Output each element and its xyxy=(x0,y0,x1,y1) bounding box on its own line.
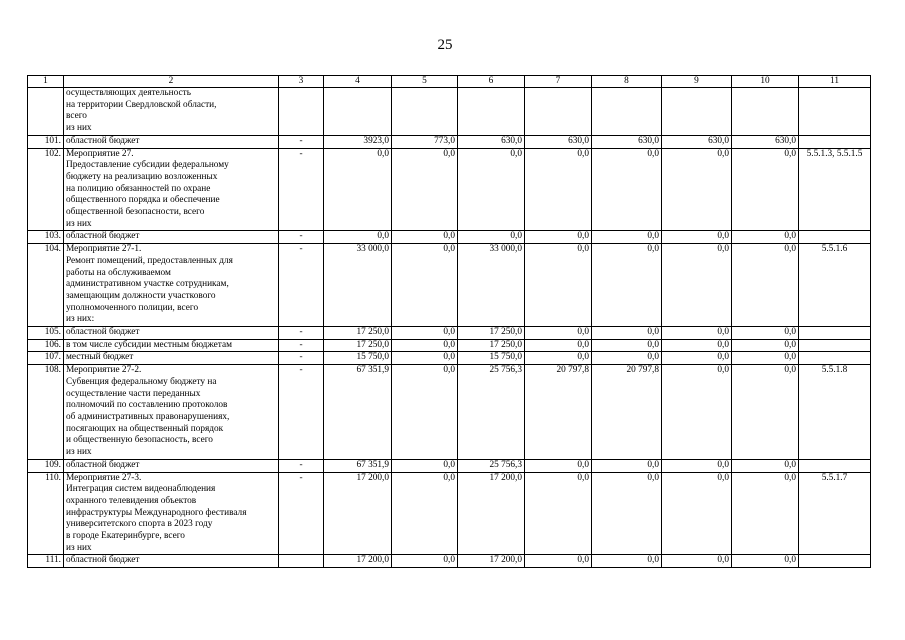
row-value: 17 200,0 xyxy=(458,555,525,568)
row-value xyxy=(324,88,392,136)
description-line: из них xyxy=(66,123,92,134)
row-value: 17 200,0 xyxy=(324,472,392,555)
description-line: Ремонт помещений, предоставленных для xyxy=(66,255,233,266)
row-number: 104. xyxy=(28,244,64,327)
row-value: 25 756,3 xyxy=(458,365,525,460)
table-row xyxy=(28,365,871,460)
description-line: областной бюджет xyxy=(66,231,140,242)
description-line: полномочий по составлению протоколов xyxy=(66,400,228,411)
table-row xyxy=(28,352,871,365)
row-value: 0,0 xyxy=(732,352,799,365)
row-value: 67 351,9 xyxy=(324,459,392,472)
row-value: 630,0 xyxy=(732,135,799,148)
table-row xyxy=(28,339,871,352)
row-value: 0,0 xyxy=(592,148,662,231)
description-line: всего xyxy=(66,111,87,122)
row-value: 0,0 xyxy=(732,339,799,352)
description-line: общественного порядка и обеспечение xyxy=(66,195,220,206)
budget-table xyxy=(27,75,871,568)
column-header: 10 xyxy=(732,76,799,88)
row-value: 0,0 xyxy=(392,148,458,231)
row-value: 0,0 xyxy=(392,365,458,460)
description-line: замещающим должности участкового xyxy=(66,290,216,301)
description-line: Мероприятие 27-1. xyxy=(66,244,142,255)
row-value: 630,0 xyxy=(592,135,662,148)
row-reference xyxy=(799,88,871,136)
row-value xyxy=(458,88,525,136)
row-value: 17 250,0 xyxy=(458,339,525,352)
row-value: 0,0 xyxy=(525,327,592,340)
row-value: 0,0 xyxy=(392,555,458,568)
row-value: 0,0 xyxy=(662,459,732,472)
row-description xyxy=(64,327,279,340)
row-value: 17 200,0 xyxy=(458,472,525,555)
row-value: 0,0 xyxy=(662,555,732,568)
description-line: посягающих на общественный порядок xyxy=(66,423,224,434)
row-value: 0,0 xyxy=(392,459,458,472)
row-value: 15 750,0 xyxy=(324,352,392,365)
row-value: 0,0 xyxy=(592,472,662,555)
row-reference xyxy=(799,555,871,568)
table-row xyxy=(28,472,871,555)
row-value: 0,0 xyxy=(525,472,592,555)
description-line: областной бюджет xyxy=(66,135,140,146)
row-description xyxy=(64,231,279,244)
row-reference: 5.5.1.7 xyxy=(799,472,871,555)
row-value: 0,0 xyxy=(592,352,662,365)
row-col3: - xyxy=(279,472,324,555)
row-reference xyxy=(799,327,871,340)
row-value: 0,0 xyxy=(392,352,458,365)
column-header: 2 xyxy=(64,76,279,88)
row-col3 xyxy=(279,555,324,568)
row-col3: - xyxy=(279,339,324,352)
row-value xyxy=(525,88,592,136)
row-col3: - xyxy=(279,352,324,365)
row-number xyxy=(28,88,64,136)
column-header: 5 xyxy=(392,76,458,88)
column-header: 6 xyxy=(458,76,525,88)
row-value: 0,0 xyxy=(592,339,662,352)
row-description xyxy=(64,244,279,327)
row-value: 0,0 xyxy=(732,365,799,460)
row-description xyxy=(64,148,279,231)
description-line: в городе Екатеринбурге, всего xyxy=(66,531,185,542)
row-reference: 5.5.1.8 xyxy=(799,365,871,460)
description-line: общественной безопасности, всего xyxy=(66,207,205,218)
column-header: 8 xyxy=(592,76,662,88)
description-line: областной бюджет xyxy=(66,459,140,470)
description-line: Субвенция федеральному бюджету на xyxy=(66,376,217,387)
description-line: работы на обслуживаемом xyxy=(66,267,171,278)
row-reference xyxy=(799,231,871,244)
description-line: на полицию обязанностей по охране xyxy=(66,183,211,194)
row-col3: - xyxy=(279,459,324,472)
column-header: 3 xyxy=(279,76,324,88)
row-number: 106. xyxy=(28,339,64,352)
row-value: 17 250,0 xyxy=(324,339,392,352)
row-value: 20 797,8 xyxy=(592,365,662,460)
row-value: 0,0 xyxy=(592,231,662,244)
row-number: 102. xyxy=(28,148,64,231)
row-number: 101. xyxy=(28,135,64,148)
description-line: местный бюджет xyxy=(66,352,134,363)
row-number: 111. xyxy=(28,555,64,568)
row-value: 0,0 xyxy=(662,148,732,231)
description-line: из них xyxy=(66,447,92,458)
row-value xyxy=(662,88,732,136)
row-value: 33 000,0 xyxy=(458,244,525,327)
table-row xyxy=(28,231,871,244)
row-value: 0,0 xyxy=(662,244,732,327)
row-value: 0,0 xyxy=(392,472,458,555)
description-line: осуществляющих деятельность xyxy=(66,88,191,98)
row-value: 0,0 xyxy=(662,339,732,352)
row-value: 0,0 xyxy=(662,327,732,340)
table-row xyxy=(28,459,871,472)
row-reference: 5.5.1.3, 5.5.1.5 xyxy=(799,148,871,231)
row-value: 0,0 xyxy=(732,148,799,231)
table-row xyxy=(28,555,871,568)
row-value: 630,0 xyxy=(458,135,525,148)
row-col3: - xyxy=(279,231,324,244)
description-line: Мероприятие 27-3. xyxy=(66,472,142,483)
row-number: 110. xyxy=(28,472,64,555)
table-row xyxy=(28,135,871,148)
row-number: 103. xyxy=(28,231,64,244)
column-header: 7 xyxy=(525,76,592,88)
row-description xyxy=(64,365,279,460)
table-body xyxy=(28,88,871,568)
row-description xyxy=(64,135,279,148)
row-value: 0,0 xyxy=(392,327,458,340)
row-value: 0,0 xyxy=(458,231,525,244)
table-row xyxy=(28,88,871,136)
description-line: и общественную безопасность, всего xyxy=(66,435,213,446)
description-line: осуществление части переданных xyxy=(66,388,201,399)
description-line: Предоставление субсидии федеральному xyxy=(66,160,229,171)
description-line: областной бюджет xyxy=(66,555,140,566)
row-description xyxy=(64,352,279,365)
row-value: 0,0 xyxy=(592,555,662,568)
description-line: об административных правонарушениях, xyxy=(66,411,230,422)
description-line: на территории Свердловской области, xyxy=(66,99,217,110)
row-value: 0,0 xyxy=(392,339,458,352)
row-value: 0,0 xyxy=(662,365,732,460)
row-value: 0,0 xyxy=(732,231,799,244)
row-value xyxy=(392,88,458,136)
row-number: 108. xyxy=(28,365,64,460)
row-value: 0,0 xyxy=(458,148,525,231)
row-value: 3923,0 xyxy=(324,135,392,148)
column-header: 11 xyxy=(799,76,871,88)
row-number: 105. xyxy=(28,327,64,340)
table-row xyxy=(28,244,871,327)
row-value: 0,0 xyxy=(732,244,799,327)
row-col3: - xyxy=(279,148,324,231)
row-value: 20 797,8 xyxy=(525,365,592,460)
row-value: 0,0 xyxy=(662,472,732,555)
row-value: 0,0 xyxy=(732,472,799,555)
row-value: 630,0 xyxy=(525,135,592,148)
description-line: из них: xyxy=(66,314,95,325)
row-value: 17 250,0 xyxy=(324,327,392,340)
row-value: 0,0 xyxy=(592,244,662,327)
row-value: 0,0 xyxy=(592,459,662,472)
row-value: 0,0 xyxy=(662,352,732,365)
table-row xyxy=(28,327,871,340)
row-reference xyxy=(799,459,871,472)
row-value: 0,0 xyxy=(525,352,592,365)
row-value: 0,0 xyxy=(525,459,592,472)
row-value: 0,0 xyxy=(525,555,592,568)
description-line: инфраструктуры Международного фестиваля xyxy=(66,507,247,518)
row-value xyxy=(592,88,662,136)
row-description xyxy=(64,339,279,352)
row-reference xyxy=(799,339,871,352)
description-line: Мероприятие 27. xyxy=(66,148,134,159)
row-value: 0,0 xyxy=(324,148,392,231)
description-line: бюджету на реализацию возложенных xyxy=(66,171,218,182)
row-col3: - xyxy=(279,365,324,460)
row-reference xyxy=(799,352,871,365)
row-value: 0,0 xyxy=(732,327,799,340)
row-value: 67 351,9 xyxy=(324,365,392,460)
row-value: 17 250,0 xyxy=(458,327,525,340)
row-value: 0,0 xyxy=(732,459,799,472)
row-col3: - xyxy=(279,135,324,148)
description-line: университетского спорта в 2023 году xyxy=(66,519,213,530)
row-col3: - xyxy=(279,244,324,327)
row-value: 0,0 xyxy=(324,231,392,244)
row-number: 109. xyxy=(28,459,64,472)
row-value: 773,0 xyxy=(392,135,458,148)
row-reference xyxy=(799,135,871,148)
description-line: в том числе субсидии местным бюджетам xyxy=(66,339,232,350)
row-value: 0,0 xyxy=(525,148,592,231)
row-col3 xyxy=(279,88,324,136)
row-description xyxy=(64,459,279,472)
column-header: 4 xyxy=(324,76,392,88)
row-value xyxy=(732,88,799,136)
row-value: 0,0 xyxy=(732,555,799,568)
row-description xyxy=(64,88,279,136)
description-line: административном участке сотрудникам, xyxy=(66,279,229,290)
description-line: Мероприятие 27-2. xyxy=(66,365,142,376)
row-value: 0,0 xyxy=(525,231,592,244)
row-value: 0,0 xyxy=(525,339,592,352)
description-line: охранного телевидения объектов xyxy=(66,495,197,506)
row-value: 0,0 xyxy=(392,244,458,327)
column-header: 1 xyxy=(28,76,64,88)
description-line: из них xyxy=(66,218,92,229)
description-line: из них xyxy=(66,542,92,553)
row-value: 25 756,3 xyxy=(458,459,525,472)
table-header-row xyxy=(28,76,871,88)
column-header: 9 xyxy=(662,76,732,88)
row-value: 0,0 xyxy=(662,231,732,244)
row-number: 107. xyxy=(28,352,64,365)
page-number: 25 xyxy=(437,37,453,53)
table-row xyxy=(28,148,871,231)
row-value: 630,0 xyxy=(662,135,732,148)
row-reference: 5.5.1.6 xyxy=(799,244,871,327)
description-line: Интеграция систем видеонаблюдения xyxy=(66,484,216,495)
row-value: 0,0 xyxy=(592,327,662,340)
row-description xyxy=(64,472,279,555)
row-value: 0,0 xyxy=(525,244,592,327)
row-description xyxy=(64,555,279,568)
row-col3: - xyxy=(279,327,324,340)
row-value: 0,0 xyxy=(392,231,458,244)
description-line: областной бюджет xyxy=(66,327,140,338)
description-line: уполномоченного полиции, всего xyxy=(66,302,199,313)
row-value: 15 750,0 xyxy=(458,352,525,365)
row-value: 33 000,0 xyxy=(324,244,392,327)
row-value: 17 200,0 xyxy=(324,555,392,568)
